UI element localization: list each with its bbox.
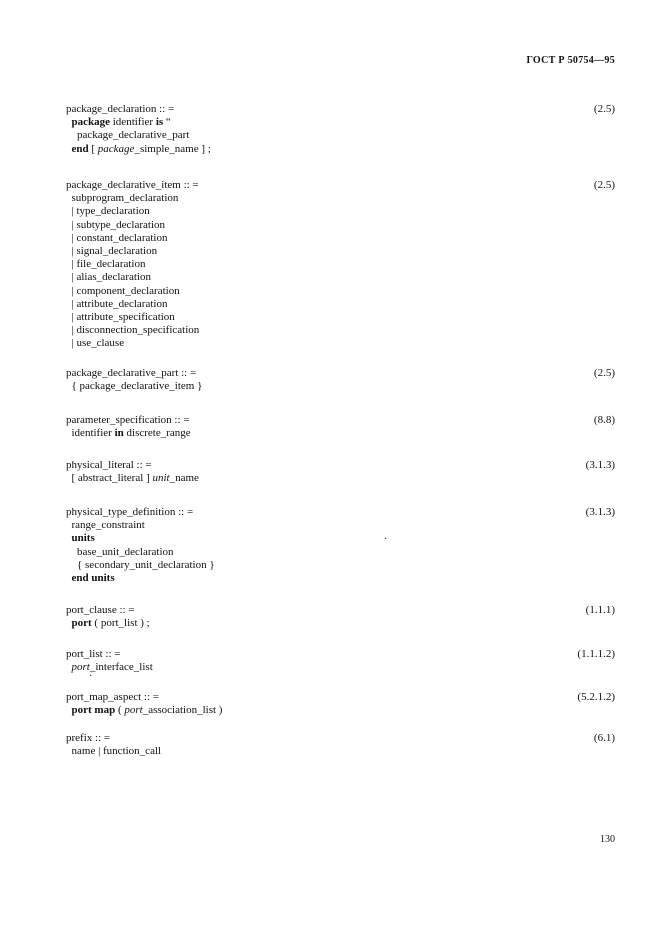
text-segment: port_clause :: = — [66, 604, 135, 616]
text-segment: subprogram_declaration — [66, 192, 179, 205]
text-segment: port_map_aspect :: = — [66, 691, 159, 703]
rule-head — [66, 604, 615, 617]
text-segment: _interface_list — [89, 661, 153, 674]
text-segment: name | function_call — [66, 745, 162, 758]
rule-line — [66, 205, 615, 218]
text-segment: | use_clause — [66, 337, 125, 350]
keyword: port — [71, 617, 92, 630]
text-segment: package_declarative_item :: = — [66, 179, 199, 191]
text-segment: | signal_declaration — [66, 245, 158, 258]
italic-prefix: package — [97, 142, 135, 155]
rule-line — [66, 232, 615, 245]
italic-prefix: port — [124, 704, 143, 717]
grammar-rule — [66, 367, 615, 393]
rule-head — [66, 367, 615, 380]
grammar-rule — [66, 414, 615, 440]
rule-head — [66, 103, 615, 116]
rule-head — [66, 506, 615, 519]
italic-prefix: unit — [152, 472, 170, 485]
text-segment: ( — [115, 704, 125, 717]
rule-line — [66, 559, 615, 572]
text-segment: package_declaration :: = — [66, 103, 175, 115]
text-segment: _simple_name ] ; — [134, 142, 211, 155]
rule-line — [66, 572, 615, 585]
section-reference: (2.5) — [593, 103, 615, 115]
keyword: end units — [71, 572, 115, 585]
grammar-rule — [66, 732, 615, 758]
section-reference: (1.1.1) — [585, 604, 615, 616]
rule-line — [66, 258, 615, 271]
rule-line — [66, 427, 615, 440]
keyword: in — [114, 427, 124, 440]
rule-head — [66, 459, 615, 472]
text-segment: “ — [163, 116, 171, 129]
section-reference: (2.5) — [593, 179, 615, 191]
rule-line — [66, 745, 615, 758]
text-segment: _association_list ) — [142, 704, 223, 717]
keyword: end — [71, 142, 89, 155]
text-segment: | component_declaration — [66, 284, 180, 297]
text-segment: | alias_declaration — [66, 271, 151, 284]
text-segment: | type_declaration — [66, 205, 150, 218]
grammar-rule — [66, 691, 615, 717]
rule-line — [66, 285, 615, 298]
text-segment: | file_declaration — [66, 258, 146, 271]
rule-line — [66, 704, 615, 717]
rule-line — [66, 617, 615, 630]
rule-line — [66, 116, 615, 129]
grammar-rule — [66, 459, 615, 485]
stray-dot: · — [384, 534, 388, 545]
text-segment: physical_literal :: = — [66, 459, 152, 471]
rule-head — [66, 414, 615, 427]
rule-line — [66, 546, 615, 559]
rule-head — [66, 648, 615, 661]
rule-line — [66, 298, 615, 311]
keyword: is — [155, 116, 164, 129]
text-segment: physical_type_definition :: = — [66, 506, 194, 518]
keyword: units — [71, 532, 95, 545]
page-number: 130 — [600, 834, 615, 845]
text-segment: package_declarative_part :: = — [66, 367, 197, 379]
section-reference: (3.1.3) — [585, 459, 615, 471]
grammar-rule — [66, 179, 615, 351]
text-segment: discrete_range — [123, 427, 191, 440]
rule-line — [66, 129, 615, 142]
text-segment: port_list :: = — [66, 648, 121, 660]
rule-head — [66, 179, 615, 192]
text-segment: _name — [169, 472, 199, 485]
rule-line — [66, 380, 615, 393]
text-segment: prefix :: = — [66, 732, 111, 744]
text-segment: | subtype_declaration — [66, 218, 166, 231]
section-reference: (5.2.1.2) — [577, 691, 615, 703]
section-reference: (3.1.3) — [585, 506, 615, 518]
rule-line — [66, 143, 615, 156]
text-segment: | attribute_specification — [66, 311, 175, 324]
text-segment: { secondary_unit_declaration } — [66, 558, 215, 571]
rule-line — [66, 472, 615, 485]
page-header: ГОСТ Р 50754—95 — [526, 55, 615, 66]
italic-prefix: port — [71, 661, 90, 674]
rule-line — [66, 324, 615, 337]
text-segment: parameter_specification :: = — [66, 414, 190, 426]
keyword: port map — [71, 704, 116, 717]
text-segment: identifier — [66, 427, 115, 440]
grammar-rule — [66, 604, 615, 630]
text-segment: base_unit_declaration — [66, 545, 174, 558]
text-segment: { package_declarative_item } — [66, 380, 203, 393]
grammar-rule — [66, 648, 615, 674]
text-segment: identifier — [110, 116, 156, 129]
section-reference: (1.1.1.2) — [577, 648, 615, 660]
text-segment: [ abstract_literal ] — [66, 472, 153, 485]
text-segment: | constant_declaration — [66, 231, 168, 244]
rule-head — [66, 691, 615, 704]
rule-line — [66, 219, 615, 232]
stray-dot: · — [89, 671, 93, 682]
rule-line — [66, 532, 615, 545]
rule-line — [66, 271, 615, 284]
rule-head — [66, 732, 615, 745]
rule-line — [66, 311, 615, 324]
rule-line — [66, 192, 615, 205]
keyword: package — [71, 116, 110, 129]
text-segment: [ — [88, 142, 98, 155]
section-reference: (6.1) — [593, 732, 615, 744]
section-reference: (8.8) — [593, 414, 615, 426]
text-segment: | disconnection_specification — [66, 324, 200, 337]
grammar-rule — [66, 506, 615, 585]
text-segment: range_constraint — [66, 519, 145, 532]
rule-line — [66, 661, 615, 674]
rule-line — [66, 245, 615, 258]
text-segment: ( port_list ) ; — [91, 617, 150, 630]
text-segment: package_declarative_part — [66, 129, 190, 142]
text-segment: | attribute_declaration — [66, 297, 168, 310]
rule-line — [66, 519, 615, 532]
rule-line — [66, 337, 615, 350]
grammar-rule — [66, 103, 615, 156]
section-reference: (2.5) — [593, 367, 615, 379]
